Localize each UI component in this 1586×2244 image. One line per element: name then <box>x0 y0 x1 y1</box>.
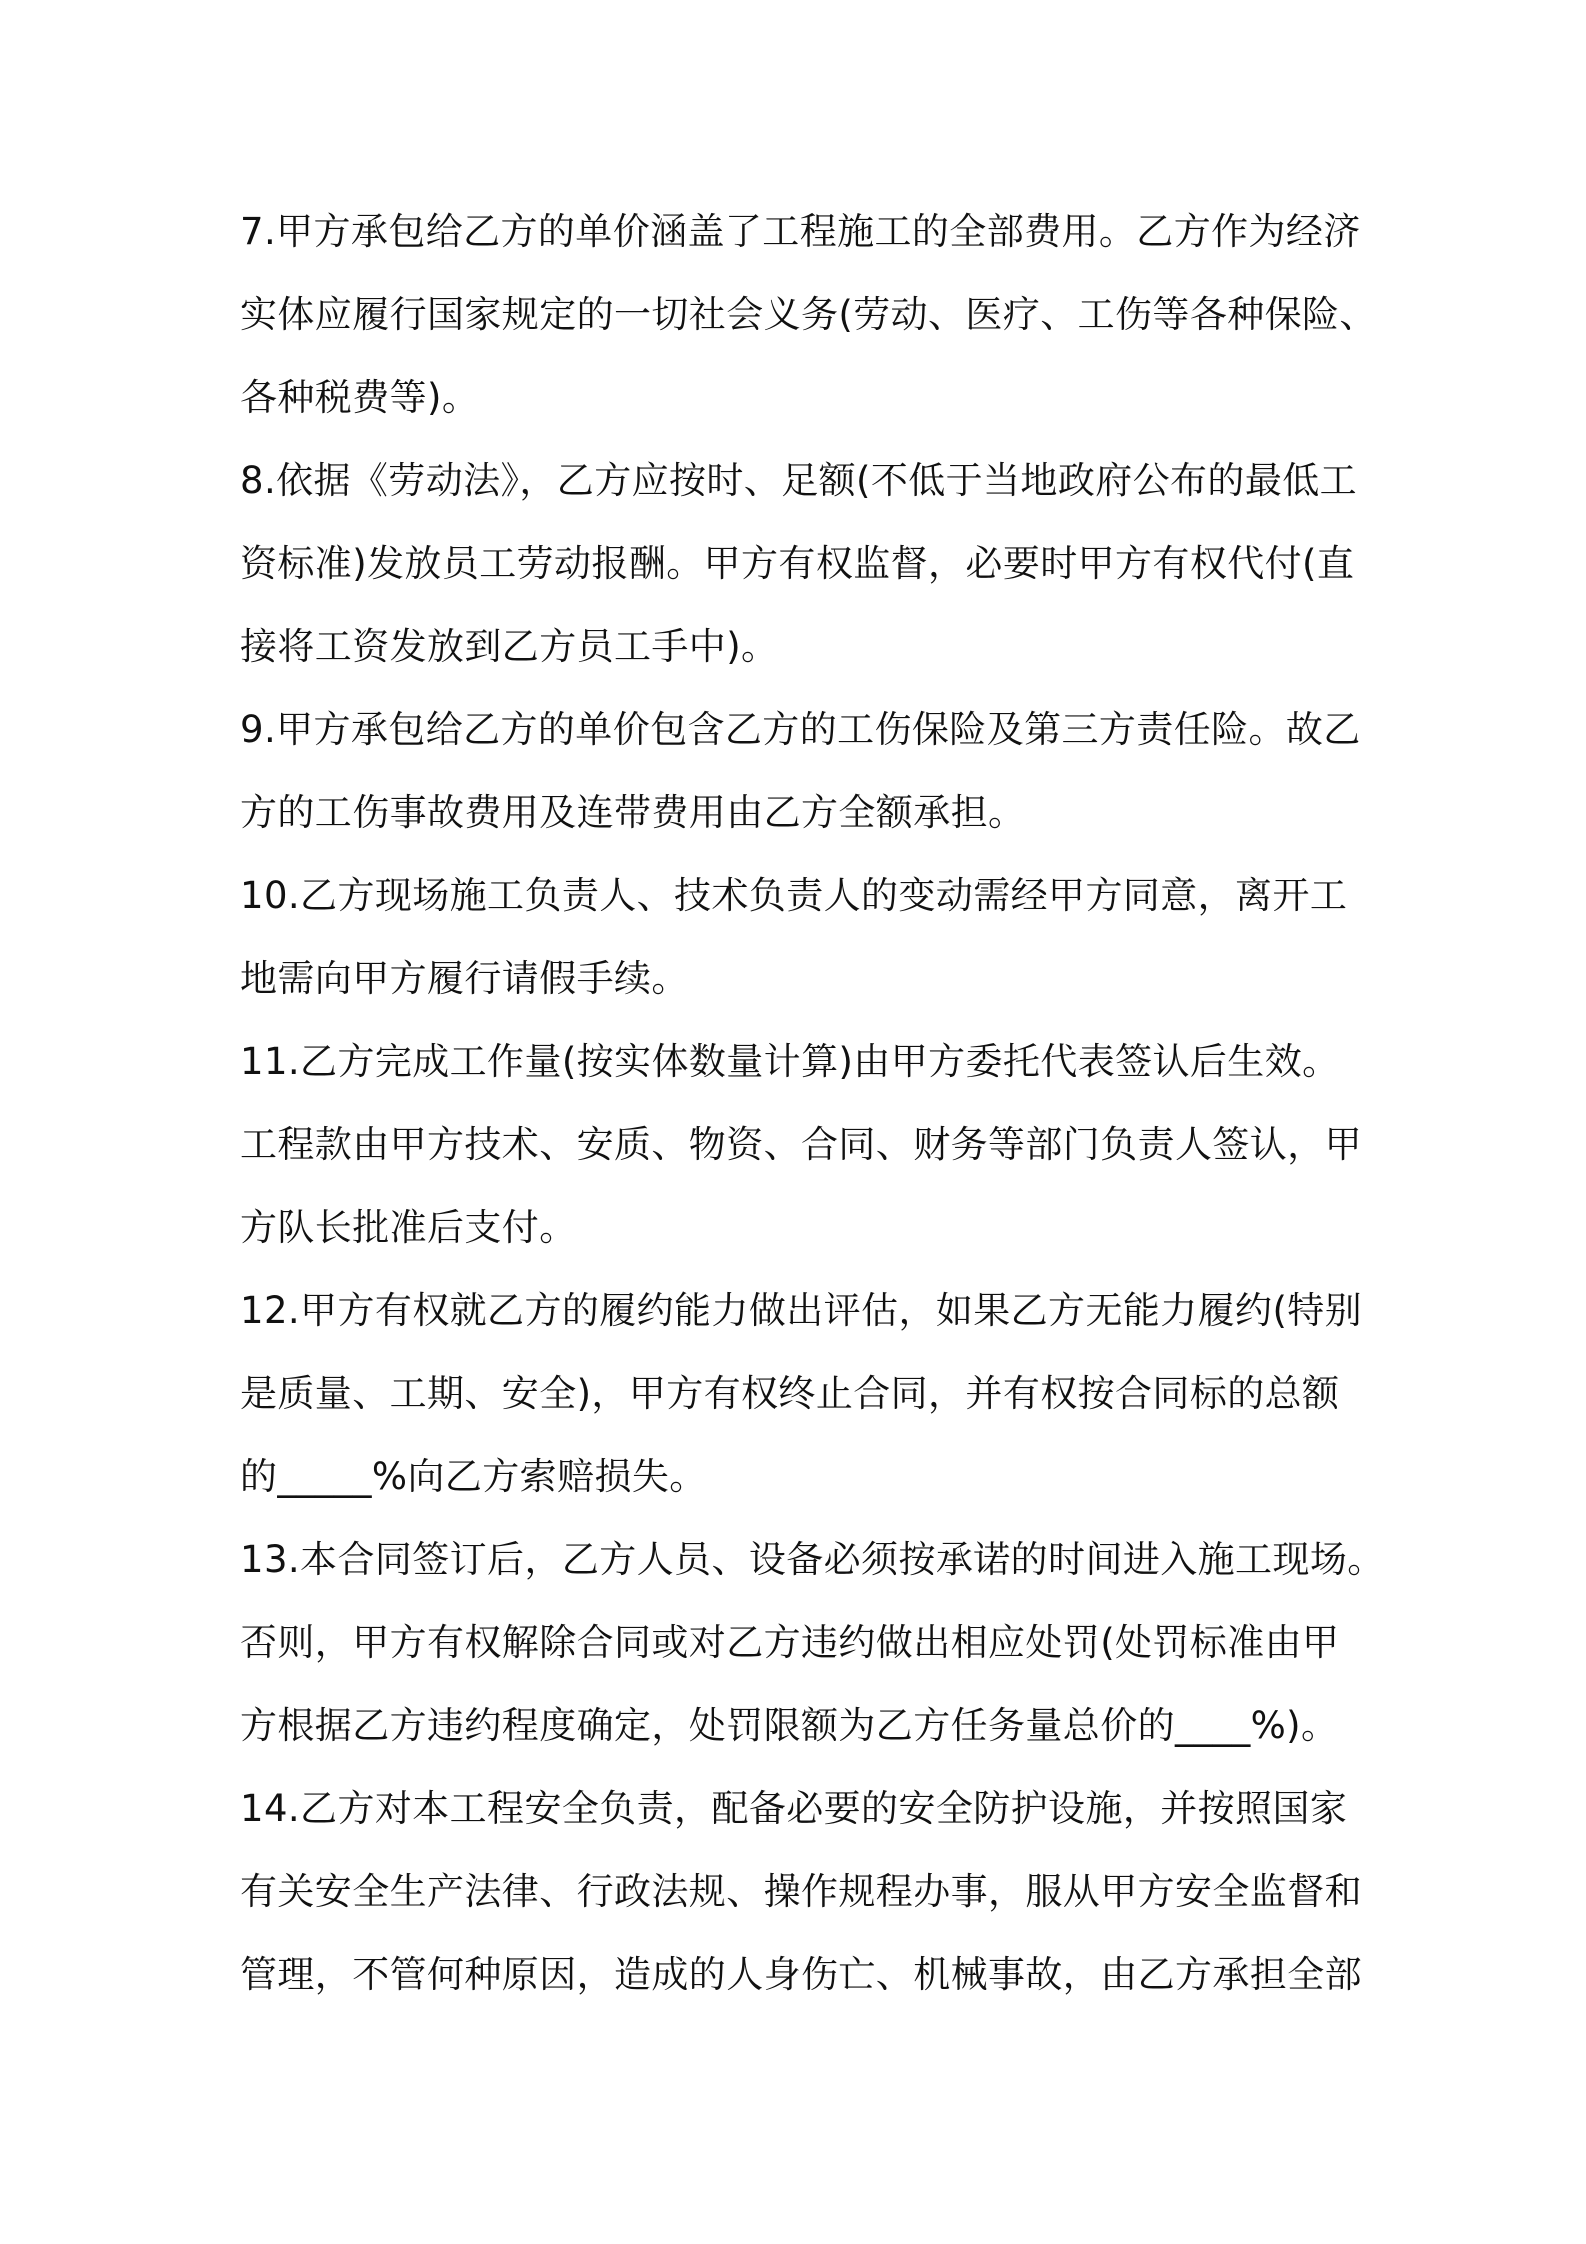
text-line: 7.甲方承包给乙方的单价涵盖了工程施工的全部费用。乙方作为经济 <box>240 210 1361 253</box>
text-line: 管理，不管何种原因，造成的人身伤亡、机械事故，由乙方承担全部 <box>240 1953 1362 1996</box>
text-line: 方根据乙方违约程度确定，处罚限额为乙方任务量总价的____%)。 <box>240 1704 1339 1747</box>
text-line: 11.乙方完成工作量(按实体数量计算)由甲方委托代表签认后生效。 <box>240 1040 1340 1083</box>
text-line: 12.甲方有权就乙方的履约能力做出评估，如果乙方无能力履约(特别 <box>240 1289 1363 1332</box>
text-line: 各种税费等)。 <box>240 376 480 419</box>
text-line: 是质量、工期、安全)，甲方有权终止合同，并有权按合同标的总额 <box>240 1372 1340 1415</box>
text-line: 地需向甲方履行请假手续。 <box>240 957 689 1000</box>
text-line: 接将工资发放到乙方员工手中)。 <box>240 625 779 668</box>
text-line: 10.乙方现场施工负责人、技术负责人的变动需经甲方同意，离开工 <box>240 874 1348 917</box>
text-line: 8.依据《劳动法》，乙方应按时、足额(不低于当地政府公布的最低工 <box>240 459 1358 502</box>
text-line: 实体应履行国家规定的一切社会义务(劳动、医疗、工伤等各种保险、 <box>240 293 1377 336</box>
text-line: 工程款由甲方技术、安质、物资、合同、财务等部门负责人签认，甲 <box>240 1123 1362 1166</box>
text-line: 9.甲方承包给乙方的单价包含乙方的工伤保险及第三方责任险。故乙 <box>240 708 1361 751</box>
text-line: 资标准)发放员工劳动报酬。甲方有权监督，必要时甲方有权代付(直 <box>240 542 1355 585</box>
text-line: 方的工伤事故费用及连带费用由乙方全额承担。 <box>240 791 1026 834</box>
text-line: 有关安全生产法律、行政法规、操作规程办事，服从甲方安全监督和 <box>240 1870 1362 1913</box>
text-line: 的_____%向乙方索赔损失。 <box>240 1455 707 1498</box>
document-body <box>240 190 1385 2016</box>
text-line: 方队长批准后支付。 <box>240 1206 577 1249</box>
text-line: 13.本合同签订后，乙方人员、设备必须按承诺的时间进入施工现场。 <box>240 1538 1385 1581</box>
text-line: 14.乙方对本工程安全负责，配备必要的安全防护设施，并按照国家 <box>240 1787 1348 1830</box>
text-line: 否则，甲方有权解除合同或对乙方违约做出相应处罚(处罚标准由甲 <box>240 1621 1340 1664</box>
